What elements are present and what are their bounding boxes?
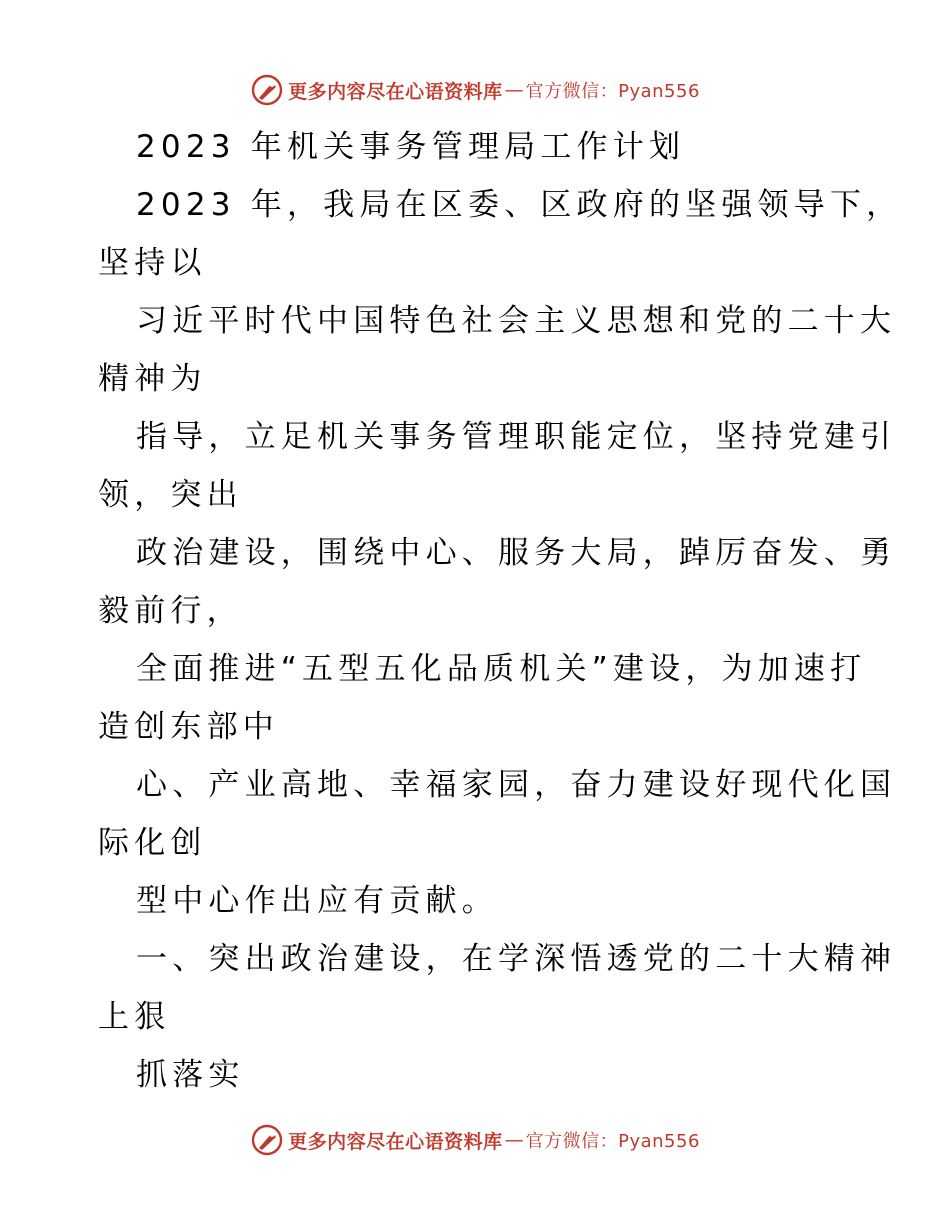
document-line: 坚持以 xyxy=(98,245,207,281)
document-line: 心、产业高地、幸福家园，奋力建设好现代化国 xyxy=(136,767,897,803)
document-line: 上狠 xyxy=(98,999,171,1035)
watermark-slogan: 更多内容尽在心语资料库 xyxy=(288,1130,503,1153)
document-line: 2023 年，我局在区委、区政府的坚强领导下， xyxy=(136,187,903,223)
watermark-dash: — xyxy=(504,79,524,101)
header-watermark-banner xyxy=(0,70,950,110)
document-line: 际化创 xyxy=(98,825,207,861)
document-body xyxy=(98,118,903,1104)
document-line: 习近平时代中国特色社会主义思想和党的二十大 xyxy=(136,303,897,339)
document-line: 2023 年机关事务管理局工作计划 xyxy=(136,129,686,165)
watermark-contact: 官方微信：Pyan556 xyxy=(525,1131,700,1152)
document-line: 政治建设，围绕中心、服务大局，踔厉奋发、勇 xyxy=(136,535,897,571)
document-line: 毅前行， xyxy=(98,593,243,629)
document-line: 全面推进“五型五化品质机关”建设，为加速打 xyxy=(136,651,867,687)
document-line: 精神为 xyxy=(98,361,207,397)
footer-watermark-banner xyxy=(0,1120,950,1160)
document-line: 指导，立足机关事务管理职能定位，坚持党建引 xyxy=(136,419,897,455)
watermark-dash: — xyxy=(504,1129,524,1151)
document-line: 领，突出 xyxy=(98,477,243,513)
pen-nib-logo-icon xyxy=(250,1123,284,1157)
document-line: 抓落实 xyxy=(136,1057,245,1093)
document-line: 一、突出政治建设，在学深悟透党的二十大精神 xyxy=(136,941,897,977)
pen-nib-logo-icon xyxy=(250,73,284,107)
watermark-contact: 官方微信：Pyan556 xyxy=(525,81,700,102)
document-line: 造创东部中 xyxy=(98,709,279,745)
watermark-slogan: 更多内容尽在心语资料库 xyxy=(288,80,503,103)
document-line: 型中心作出应有贡献。 xyxy=(136,883,498,919)
